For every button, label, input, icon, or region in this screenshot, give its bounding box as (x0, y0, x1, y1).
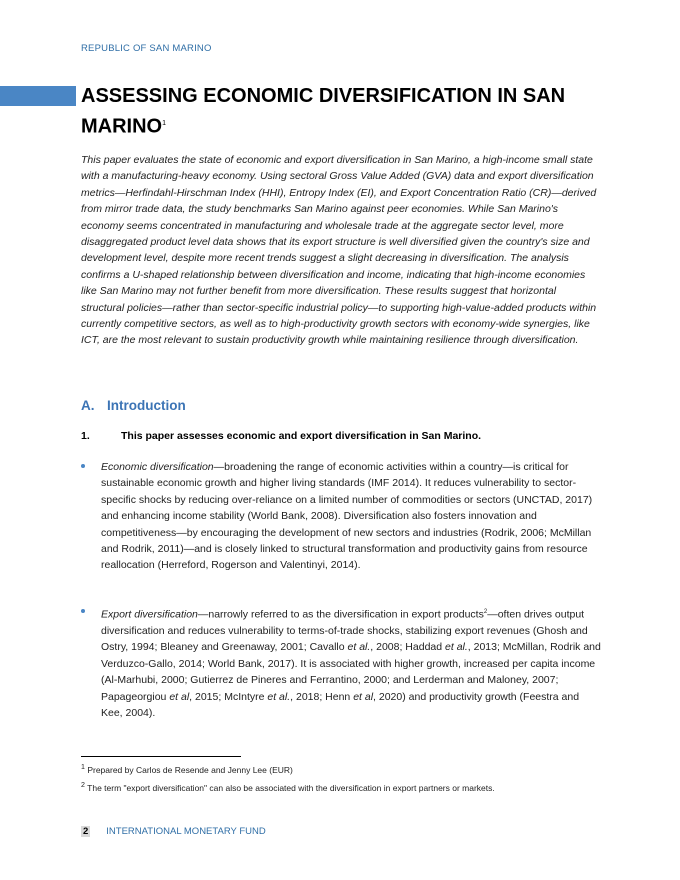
section-title: Introduction (107, 398, 186, 413)
footnote-ref[interactable]: 2 (483, 609, 488, 615)
et-al: et al (169, 690, 190, 703)
bullet-export-diversification (81, 604, 601, 721)
footnote-2 (81, 781, 495, 793)
bullet-economic-diversification (81, 459, 601, 574)
page-number: 2 (83, 826, 89, 837)
bullet-body: , 2018; Henn (290, 690, 354, 703)
et-al: et al. (267, 690, 291, 703)
footnote-text: Prepared by Carlos de Resende and Jenny Lee (EUR) (87, 764, 293, 775)
footnote-1 (81, 763, 293, 775)
bullet-body: —narrowly referred to as the diversification in export products (197, 608, 484, 621)
page-footer (81, 826, 266, 837)
paragraph-1-lead (81, 430, 481, 442)
footnote-divider (81, 756, 241, 757)
et-al: et al. (347, 641, 371, 654)
bullet-term: Export diversification (101, 608, 198, 621)
footnote-number: 1 (81, 763, 85, 771)
bullet-text (101, 604, 601, 721)
abstract: This paper evaluates the state of economic and export diversification in San Marino, a high-income small state with a manufacturing-heavy economy. Using sectoral Gross Value Added (GVA) data and export diversification metrics—Herfindahl-Hirschman Index (HHI), Entropy Index (EI), and Export Concentration Ratio (CR)—derived from mirror trade data, the study benchmarks San Marino against peer economies. While San Marino's economy seems concentrated in manufacturing and wholesale trade at the aggregate sector level, more disaggregated product level data shows that its export structure is well diversified given the country's size and development level, despite more recent trends suggest a slight decreasing in diversification. The analysis confirms a U-shaped relationship between diversification and income, indicating that high-income economies like San Marino may not further benefit from more diversification. These results suggest that horizontal structural policies—rather than sector-specific industrial policy—to supporting high-value-added products within currently competitive sectors, as well as to high-productivity growth sectors with economy-wide synergies, like ICT, are the most relevant to sustain productivity growth while maintaining resilience through diversification. (81, 154, 597, 347)
section-letter: A. (81, 398, 95, 413)
bullet-dot (81, 609, 85, 613)
bullet-body: —broadening the range of economic activities within a country—is critical for sustainable economic growth and higher living standards (IMF 2014). It reduces vulnerability to sector-specific shocks by reducing over-reliance on a limited number of commodities or sectors (UNCTAD, 2017) and enhancing income stability (World Bank, 2008). Diversification also fosters innovation and competitiveness—by encouraging the development of new sectors and industries (Rodrik, 2006; McMillan and Rodrik, 2011)—and is closely linked to structural transformation and productivity gains from resource reallocation (Herreford, Rogerson and Valentinyi, 2014). (101, 461, 593, 572)
footer-text: INTERNATIONAL MONETARY FUND (106, 826, 266, 837)
bullet-body: —often drives output diversification and reduces vulnerability to terms-of-trade shocks, stabilizing export revenues (Ghosh and Ostry, 1994; Bleaney and Greenaway, 2001; Cavallo (101, 608, 588, 654)
bullet-body: , 2020) and productivity growth (Feestra and Kee, 2004). (101, 690, 580, 719)
footnote-text: The term "export diversification" can also be associated with the diversification in export partners or markets. (87, 782, 495, 793)
title-text: ASSESSING ECONOMIC DIVERSIFICATION IN SAN MARINO (81, 85, 566, 138)
bullet-body: , 2013; McMillan, Rodrik and Verduzco-Gallo, 2014; World Bank, 2017). It is associated with higher growth, increased per capita income (Al-Marhubi, 2000; Gutierrez de Pineres and Ferrantino, 2000; and Lerderman and Maloney, 2007; Papageorgiou (101, 641, 601, 703)
bullet-body: , 2015; McIntyre (189, 690, 268, 703)
et-al: et al. (445, 641, 468, 654)
et-al: et al (353, 690, 374, 703)
section-heading (81, 398, 186, 413)
title-accent-bar (0, 86, 76, 106)
bullet-text (101, 459, 601, 574)
running-header: REPUBLIC OF SAN MARINO (81, 43, 212, 54)
bullet-body: , 2008; Haddad (370, 641, 446, 654)
paragraph-lead-text: This paper assesses economic and export diversification in San Marino. (121, 430, 482, 442)
page-title (81, 82, 601, 141)
bullet-term: Economic diversification (101, 461, 214, 473)
bullet-dot (81, 464, 85, 468)
title-footnote-ref[interactable]: 1 (162, 120, 167, 127)
paragraph-number: 1. (81, 430, 90, 442)
footnote-number: 2 (81, 781, 85, 789)
